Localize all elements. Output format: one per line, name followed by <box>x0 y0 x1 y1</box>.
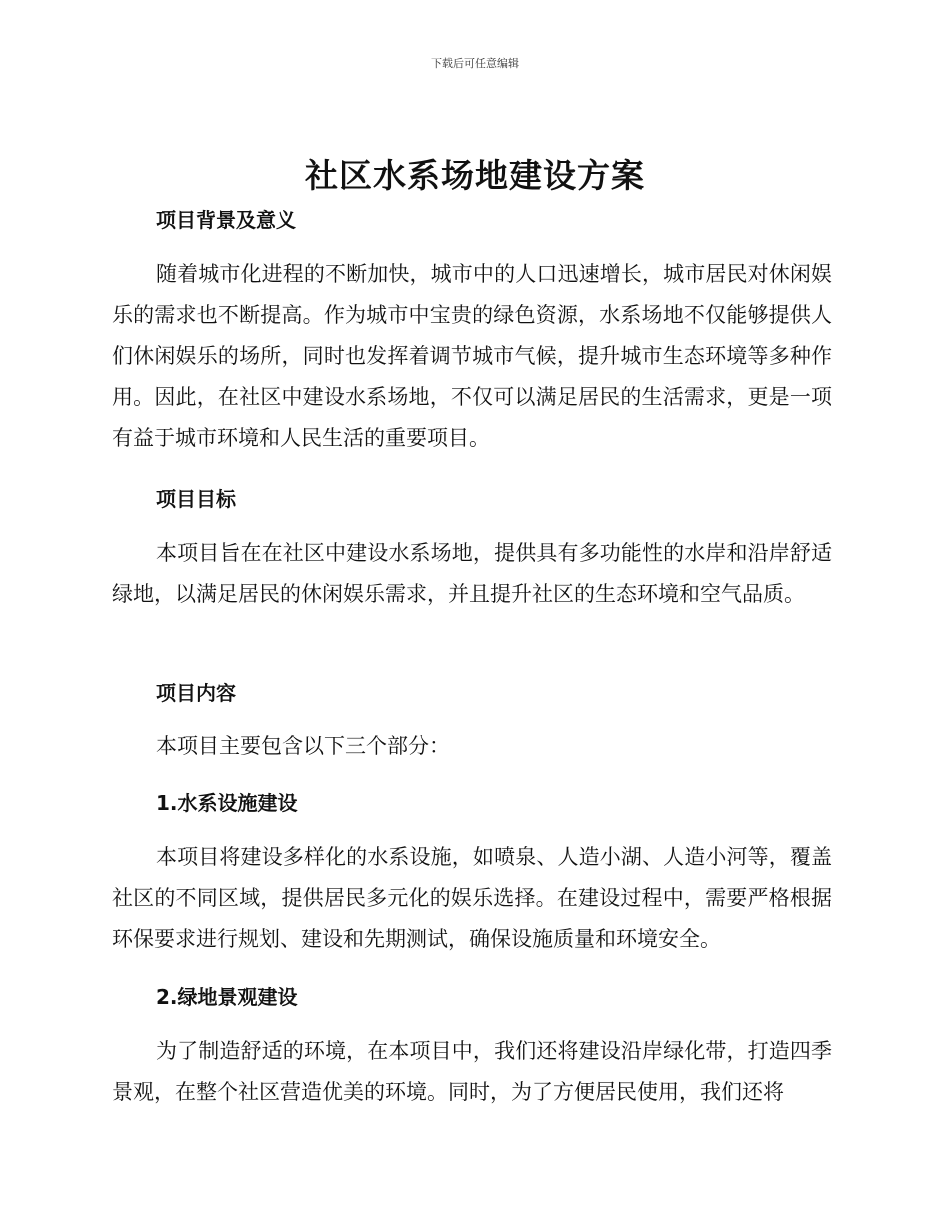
paragraph-green-landscape: 为了制造舒适的环境，在本项目中，我们还将建设沿岸绿化带，打造四季景观，在整个社区营造优美的环境。同时，为了方便居民使用，我们还将 <box>112 1039 832 1104</box>
section-heading-water-facilities: 1.水系设施建设 <box>156 791 298 815</box>
paragraph-background: 随着城市化进程的不断加快，城市中的人口迅速增长，城市居民对休闲娱乐的需求也不断提高。作为城市中宝贵的绿色资源，水系场地不仅能够提供人们休闲娱乐的场所，同时也发挥着调节城市气候，提升城市生态环境等多种作用。因此，在社区中建设水系场地，不仅可以满足居民的生活需求，更是一项有益于城市环境和人民生活的重要项目。 <box>112 262 832 450</box>
section-heading-green-landscape: 2.绿地景观建设 <box>156 985 298 1009</box>
page-header-note: 下载后可任意编辑 <box>431 57 519 70</box>
paragraph-content-intro: 本项目主要包含以下三个部分： <box>156 734 450 758</box>
section-heading-content: 项目内容 <box>156 681 236 705</box>
paragraph-goal: 本项目旨在在社区中建设水系场地，提供具有多功能性的水岸和沿岸舒适绿地，以满足居民的休闲娱乐需求，并且提升社区的生态环境和空气品质。 <box>112 541 832 606</box>
section-heading-background: 项目背景及意义 <box>156 208 296 232</box>
section-heading-goal: 项目目标 <box>156 487 236 511</box>
document-title: 社区水系场地建设方案 <box>305 156 645 195</box>
paragraph-water-facilities: 本项目将建设多样化的水系设施，如喷泉、人造小湖、人造小河等，覆盖社区的不同区域，提供居民多元化的娱乐选择。在建设过程中，需要严格根据环保要求进行规划、建设和先期测试，确保设施质量和环境安全。 <box>112 845 832 951</box>
